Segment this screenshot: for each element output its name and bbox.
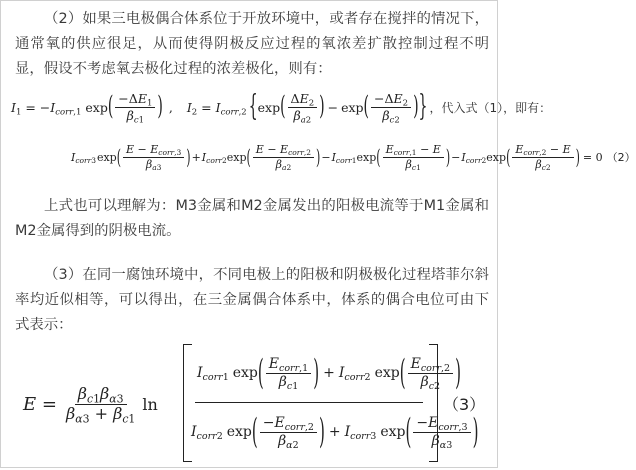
equation-current-balance: $I_{corr3}$ exp ( $\frac{E - E_{corr,3}}{\beta_{a3}}$ ) + $I_{corr2}$ exp ( $\frac{E - E_{corr,2}}{\beta_{a2}}$ ) − $I_{corr1}$ exp ( $\frac{E_{corr,1} - E}{\beta_{c1}}$ ) − $I_{corr2}$ exp ( $\frac{E_{corr,2} - E}{\beta_{c2}}$ ) = 0 （2） [71, 142, 636, 172]
paragraph-interpretation: 上式也可以理解为：M3金属和M2金属发出的阳极电流等于M1金属和M2金属得到的阴极电流。 [15, 198, 489, 239]
equation-currents: $I_1 = -I_{corr,1}$ exp ( $\frac{-\Delta E_1}{\beta_{c1}}$ ) , $I_2 = I_{corr,2}$ { exp ( $\frac{\Delta E_2}{\beta_{a2}}$ ) − exp ( $\frac{-\Delta E_2}{\beta_{c2}}$ ) } ，代入式（1），即有： [11, 90, 552, 126]
eq3-lhs: E = [23, 393, 57, 415]
eq3-fraction-bar [195, 402, 423, 403]
paragraph-tafel-slopes: （3）在同一腐蚀环境中，不同电极上的阳极和阴极极化过程塔菲尔斜率均近似相等，可以得出，在三金属偶合体系中，体系的偶合电位可由下式表示： [15, 267, 489, 333]
eq3-numerator: $I_{corr1}$ exp ( $\frac{E_{corr,1}}{\beta_{c1}}$ ) + $I_{corr2}$ exp ( $\frac{E_{corr,2}}{\beta_{c2}}$ ) [197, 351, 461, 393]
eq2-rhs: = 0 [582, 150, 603, 164]
equation-coupled-potential [11, 344, 491, 464]
eq3-ln: ln [142, 394, 158, 414]
eq3-denominator: $I_{corr2}$ exp ( $\frac{-E_{corr,2}}{\beta_{\alpha 2}}$ ) + $I_{corr3}$ exp ( $\frac{-E_{corr,3}}{\beta_{\alpha 3}}$ ) [191, 410, 479, 452]
eq1-i2-lhs: $I_2 = I_{corr,2}$ [186, 99, 247, 118]
eq1-tail: ，代入式（1），即有： [429, 100, 552, 115]
eq1-exp-1: exp [85, 99, 108, 115]
paragraph-open-environment: （2）如果三电极偶合体系位于开放环境中，或者存在搅拌的情况下，通常氧的供应很足，从而使得阴极反应过程的氧浓差扩散控制过程不明显，假设不考虑氧去极化过程的浓差极化，则有： [15, 11, 489, 77]
eq3-number: （3） [443, 394, 486, 414]
eq1-frac-2: $\frac{\Delta E_2}{\beta_{a2}}$ [288, 92, 318, 121]
eq1-i1-lhs: $I_1 = -I_{corr,1}$ [11, 99, 82, 118]
eq1-frac-1: $\frac{-\Delta E_1}{\beta_{c1}}$ [115, 92, 155, 121]
eq3-prefactor: $\frac{\beta_{c1}\beta_{\alpha 3}}{\beta_{\alpha 3} + \beta_{c1}}$ [65, 383, 136, 425]
eq1-frac-3: $\frac{-\Delta E_2}{\beta_{c2}}$ [371, 92, 411, 121]
eq2-number: （2） [606, 151, 636, 164]
